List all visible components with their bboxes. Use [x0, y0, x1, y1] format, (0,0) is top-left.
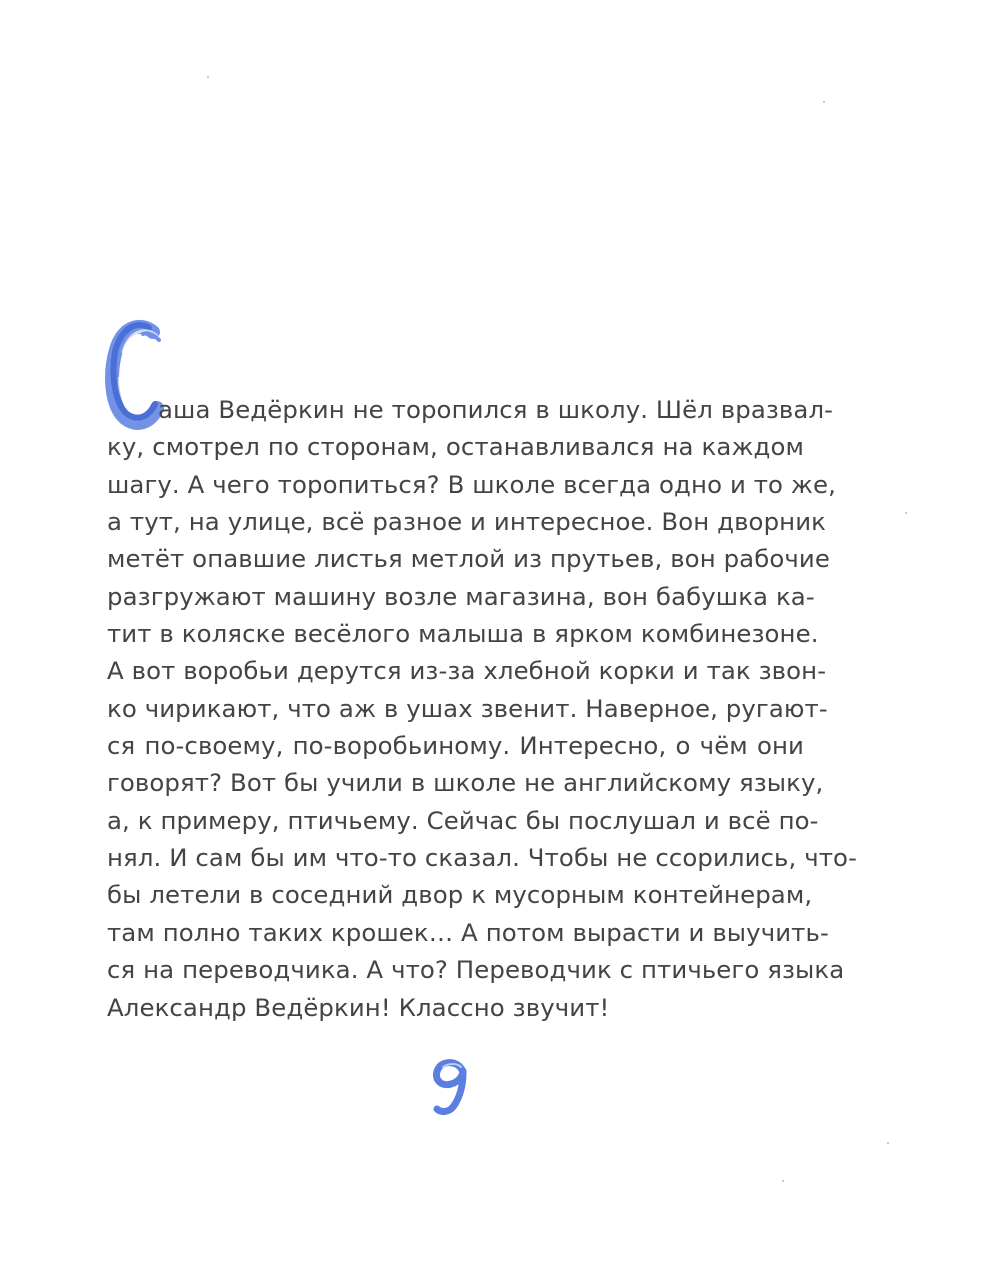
- text-line: а тут, на улице, всё разное и интересное. Вон дворник: [107, 507, 826, 537]
- text-line: тит в коляске весёлого малыша в ярком комбинезоне.: [107, 619, 819, 649]
- text-line: ся на переводчика. А что? Переводчик с птичьего языка: [107, 955, 845, 985]
- text-line: там полно таких крошек… А потом вырасти и выучить-: [107, 917, 829, 947]
- text-line: метёт опавшие листья метлой из прутьев, вон рабочие: [107, 544, 830, 574]
- text-line: аша Ведёркин не торопился в школу. Шёл вразвал-: [158, 395, 834, 424]
- page-number-glyph: [427, 1055, 473, 1117]
- text-line: А вот воробьи дерутся из-за хлебной корки и так звон-: [107, 656, 827, 686]
- text-line: нял. И сам бы им что-то сказал. Чтобы не ссорились, что-: [107, 843, 857, 873]
- text-line: разгружают машину возле магазина, вон бабушка ка-: [107, 581, 815, 611]
- paper-speck: [782, 1180, 784, 1182]
- page-number-text: [427, 1117, 428, 1118]
- text-line: а, к примеру, птичьему. Сейчас бы послушал и всё по-: [107, 805, 819, 835]
- paper-speck: [905, 512, 907, 514]
- body-text: [107, 391, 857, 1026]
- text-line: шагу. А чего торопиться? В школе всегда одно и то же,: [107, 469, 836, 499]
- text-line: Александр Ведёркин! Классно звучит!: [107, 992, 610, 1022]
- paper-speck: [887, 1142, 889, 1144]
- page-number: [427, 1055, 473, 1117]
- paper-speck: [207, 76, 209, 78]
- paper-speck: [823, 101, 825, 103]
- text-line: ко чирикают, что аж в ушах звенит. Наверное, ругают-: [107, 693, 828, 723]
- text-line: ку, смотрел по сторонам, останавливался на каждом: [107, 432, 804, 462]
- text-line: говорят? Вот бы учили в школе не английскому языку,: [107, 768, 824, 798]
- text-line: бы летели в соседний двор к мусорным контейнерам,: [107, 880, 813, 910]
- text-line: ся по-своему, по-воробьиному. Интересно, о чём они: [107, 731, 804, 761]
